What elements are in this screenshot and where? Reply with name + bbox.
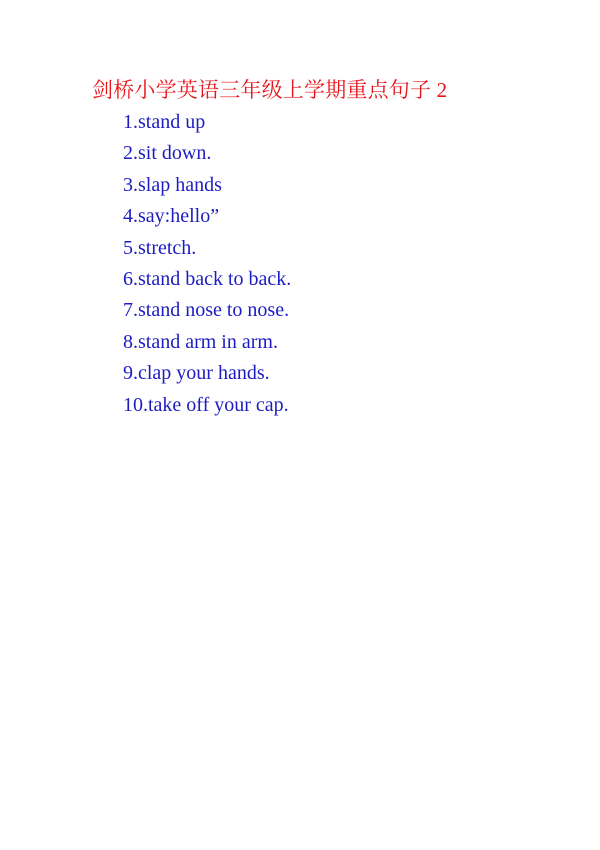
list-item: 1.stand up bbox=[123, 111, 206, 133]
list-item: 8.stand arm in arm. bbox=[123, 330, 278, 353]
list-item: 5.stretch. bbox=[123, 236, 197, 259]
list-item: 3.slap hands bbox=[123, 173, 222, 196]
list-item: 4.say:hello” bbox=[123, 205, 220, 228]
list-item: 9.clap your hands. bbox=[123, 362, 270, 385]
page-title: 剑桥小学英语三年级上学期重点句子 2 bbox=[92, 78, 448, 102]
list-item: 7.stand nose to nose. bbox=[123, 299, 290, 322]
sentence-list bbox=[123, 107, 291, 421]
list-item: 6.stand back to back. bbox=[123, 267, 292, 290]
list-item: 2.sit down. bbox=[123, 142, 212, 165]
list-item: 10.take off your cap. bbox=[123, 393, 289, 416]
